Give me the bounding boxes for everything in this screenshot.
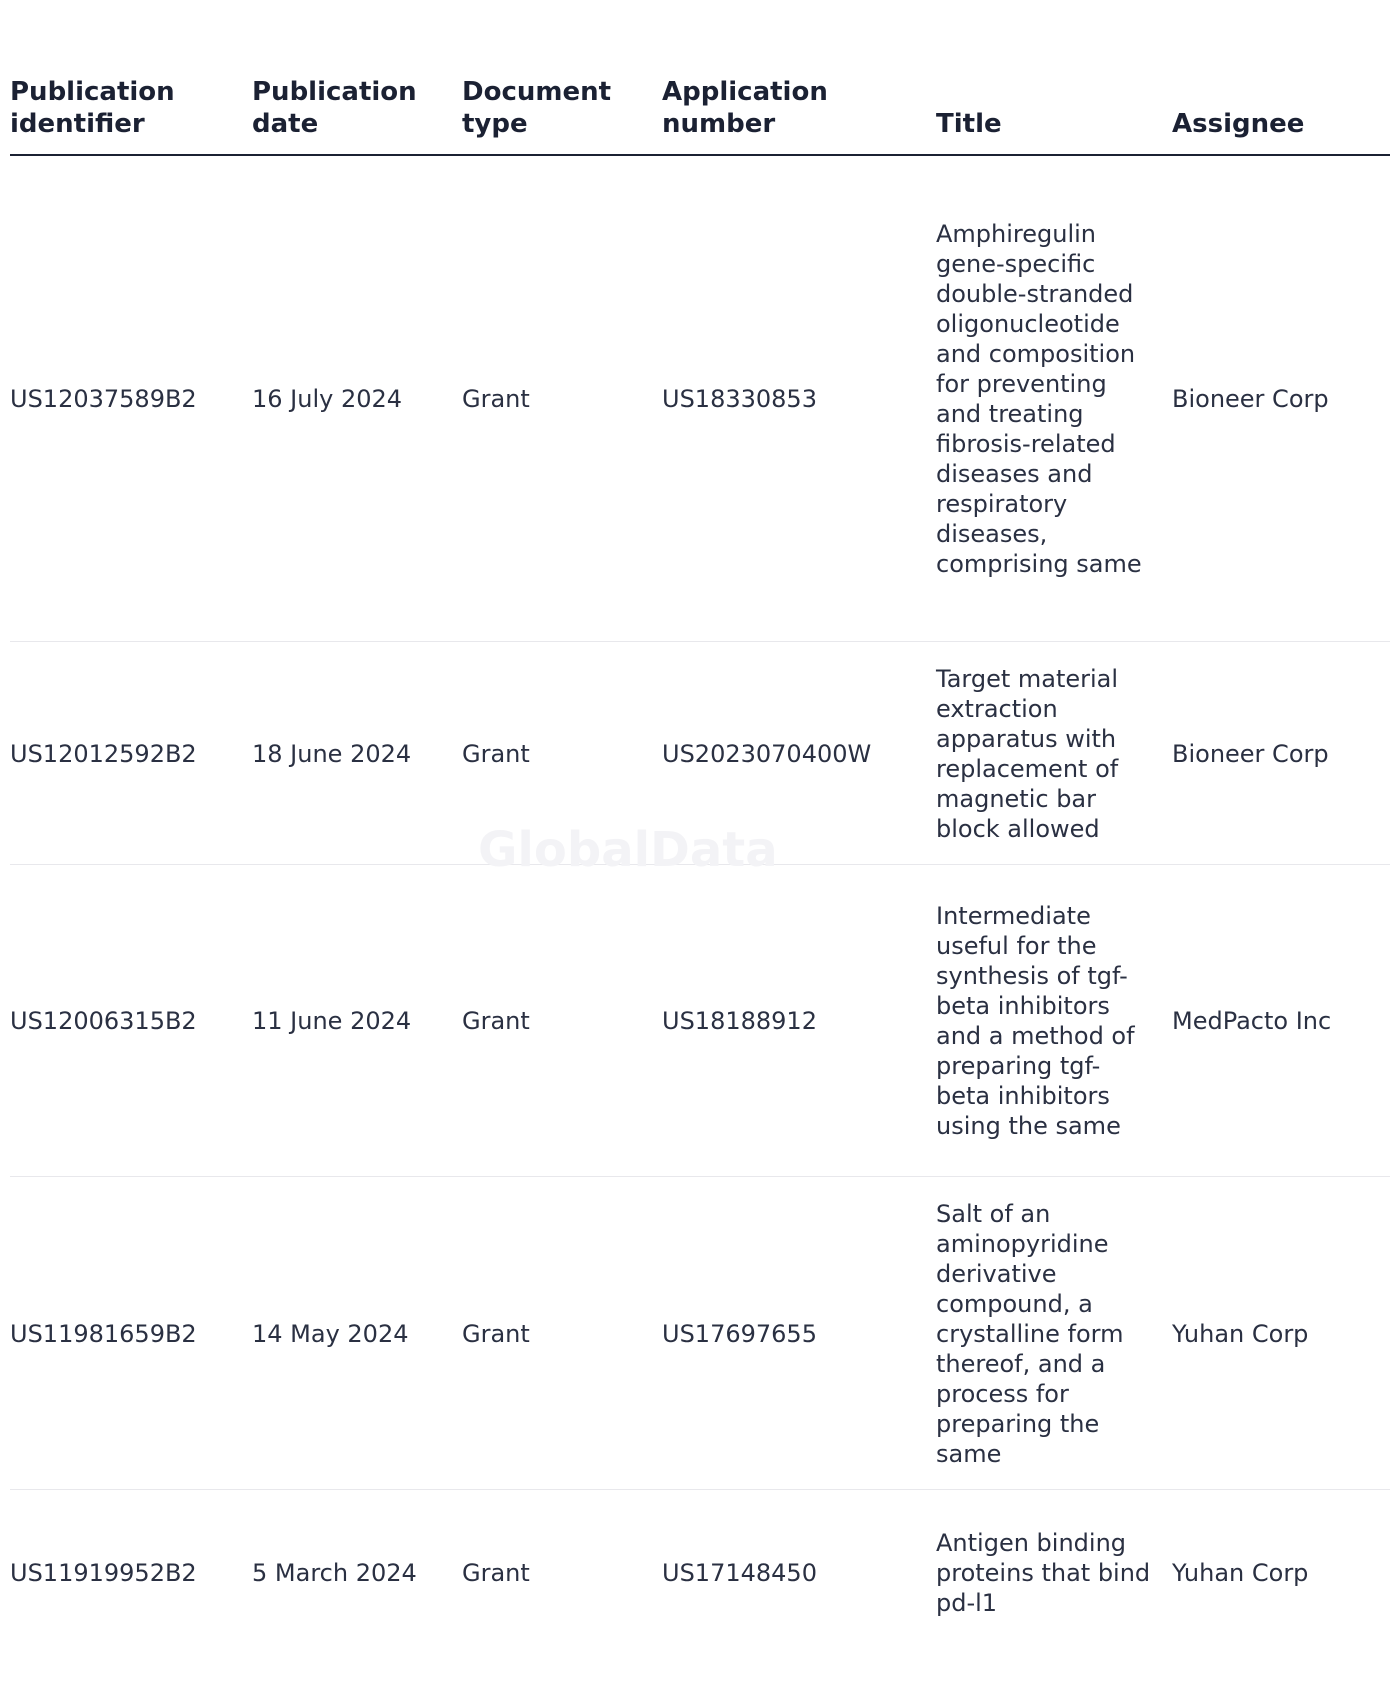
cell-document-type: Grant bbox=[462, 1176, 662, 1489]
header-application-number[interactable]: Application number bbox=[662, 76, 936, 155]
table-body bbox=[10, 155, 1390, 1655]
cell-assignee: Bioneer Corp bbox=[1172, 641, 1390, 864]
cell-publication-date: 11 June 2024 bbox=[252, 864, 462, 1176]
cell-publication-date: 5 March 2024 bbox=[252, 1559, 417, 1588]
cell-application-number: US18188912 bbox=[662, 864, 936, 1176]
cell-publication-identifier: US12012592B2 bbox=[10, 641, 252, 864]
cell-title: Salt of an aminopyridine derivative compound, a crystalline form thereof, and a process for preparing the same bbox=[936, 1176, 1172, 1489]
cell-title: Amphiregulin gene-specific double-stranded oligonucleotide and composition for preventing and treating fibrosis-related diseases and respiratory diseases, comprising same bbox=[936, 155, 1172, 641]
cell-title: Intermediate useful for the synthesis of tgf-beta inhibitors and a method of preparing tgf-beta inhibitors using the same bbox=[936, 864, 1172, 1176]
patent-table bbox=[10, 76, 1390, 1655]
cell-application-number: US18330853 bbox=[662, 155, 936, 641]
patent-table-container bbox=[10, 76, 1332, 1655]
table-row bbox=[10, 155, 1390, 641]
cell-assignee: Yuhan Corp bbox=[1172, 1559, 1309, 1588]
cell-assignee: Yuhan Corp bbox=[1172, 1176, 1390, 1489]
cell-application-number: US2023070400W bbox=[662, 641, 936, 864]
header-row bbox=[10, 76, 1390, 155]
table-row bbox=[10, 864, 1390, 1176]
header-title[interactable]: Title bbox=[936, 76, 1172, 155]
cell-document-type: Grant bbox=[462, 641, 662, 864]
cell-publication-date: 16 July 2024 bbox=[252, 155, 462, 641]
cell-document-type: Grant bbox=[462, 864, 662, 1176]
cell-application-number: US17148450 bbox=[662, 1559, 817, 1588]
cell-publication-identifier: US12006315B2 bbox=[10, 864, 252, 1176]
cell-title: Antigen binding proteins that bind pd-l1 bbox=[936, 1529, 1151, 1618]
cell-assignee: MedPacto Inc bbox=[1172, 864, 1390, 1176]
cell-document-type: Grant bbox=[462, 1559, 530, 1588]
cell-application-number: US17697655 bbox=[662, 1176, 936, 1489]
cell-publication-date: 18 June 2024 bbox=[252, 641, 462, 864]
cell-assignee: Bioneer Corp bbox=[1172, 155, 1390, 641]
table-row bbox=[10, 641, 1390, 864]
cell-document-type: Grant bbox=[462, 155, 662, 641]
cell-publication-identifier: US11919952B2 bbox=[10, 1559, 197, 1588]
cell-publication-date: 14 May 2024 bbox=[252, 1176, 462, 1489]
header-document-type[interactable]: Document type bbox=[462, 76, 662, 155]
cell-publication-identifier: US11981659B2 bbox=[10, 1176, 252, 1489]
table-row bbox=[10, 1176, 1390, 1489]
header-assignee[interactable]: Assignee bbox=[1172, 76, 1390, 155]
header-publication-identifier[interactable]: Publication identifier bbox=[10, 76, 252, 155]
cell-title: Target material extraction apparatus with replacement of magnetic bar block allowed bbox=[936, 641, 1172, 864]
header-publication-date[interactable]: Publication date bbox=[252, 76, 462, 155]
cell-publication-identifier: US12037589B2 bbox=[10, 155, 252, 641]
table-header bbox=[10, 76, 1390, 155]
watermark: GlobalData bbox=[478, 822, 778, 878]
table-row bbox=[10, 1489, 1390, 1655]
